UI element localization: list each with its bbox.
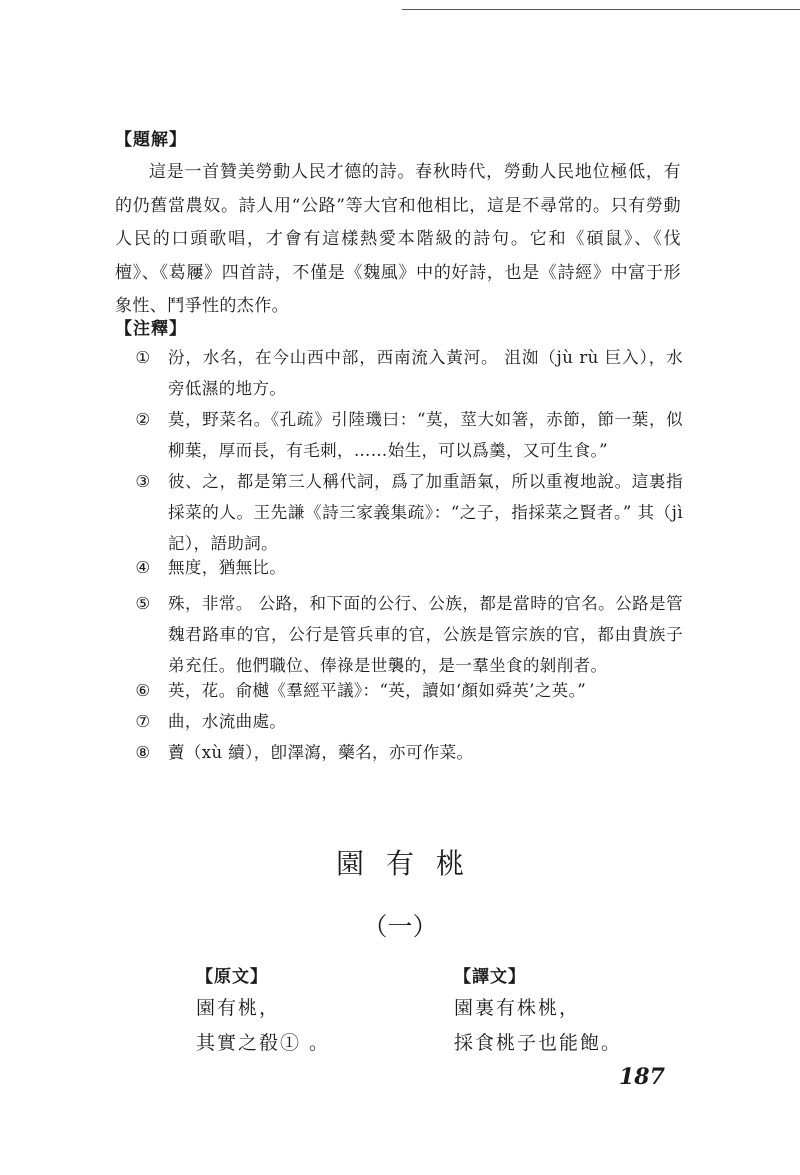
note-item (133, 552, 683, 583)
original-line: 其實之殽① 。 (196, 1032, 331, 1054)
note-text: 殊，非常。 公路，和下面的公行、公族，都是當時的官名。公路是管魏君路車的官，公行是管兵車的官，公族是管宗族的官，都由貴族子弟充任。他們職位、俸祿是世襲的，是一羣坐食的剝削者。 (168, 594, 683, 675)
original-line: 園有桃， (196, 997, 281, 1019)
translation-line: 採食桃子也能飽。 (454, 1032, 623, 1054)
note-item (133, 404, 683, 466)
section-number: （一） (362, 912, 438, 941)
poem-title: 園有桃 (335, 847, 486, 880)
note-number: ⑧ (135, 743, 151, 762)
note-text: 曲，水流曲處。 (168, 712, 287, 731)
notes-heading: 【注釋】 (115, 319, 187, 339)
note-number: ③ (135, 472, 151, 491)
translation-heading: 【譯文】 (454, 967, 526, 987)
intro-heading: 【題解】 (115, 130, 187, 150)
top-rule (402, 9, 800, 10)
note-number: ① (135, 348, 151, 367)
note-text: 莫，野菜名。《孔疏》引陸璣曰：“莫，莖大如箸，赤節，節一葉，似柳葉，厚而長，有毛刺，……始生，可以爲羹，又可生食。” (168, 410, 683, 460)
original-heading: 【原文】 (196, 967, 268, 987)
note-item (133, 706, 683, 737)
note-item (133, 737, 683, 768)
note-number: ⑥ (135, 681, 151, 700)
translation-line: 園裏有株桃， (454, 997, 581, 1019)
note-text: 彼、之，都是第三人稱代詞，爲了加重語氣，所以重複地說。這裏指採菜的人。王先謙《詩三家義集疏》：“之子，指採菜之賢者。” 其（jì 記），語助詞。 (168, 472, 683, 553)
note-number: ② (135, 410, 151, 429)
intro-paragraph: 這是一首贊美勞動人民才德的詩。春秋時代，勞動人民地位極低，有的仍舊當農奴。詩人用“公路”等大官和他相比，這是不尋常的。只有勞動人民的口頭歌唱，才會有這樣熱愛本階級的詩句。它和《碩鼠》、《伐檀》、《葛屨》四首詩，不僅是《魏風》中的好詩，也是《詩經》中富于形象性、鬥爭性的杰作。 (115, 162, 681, 316)
page-number: 187 (619, 1064, 665, 1090)
note-item (133, 588, 683, 681)
note-item (133, 342, 683, 404)
note-number: ④ (135, 558, 151, 577)
note-text: 汾，水名，在今山西中部，西南流入黃河。 沮洳（jù rù 巨入），水旁低濕的地方。 (168, 348, 683, 398)
note-item (133, 675, 683, 706)
note-text: 無度，猶無比。 (168, 558, 287, 577)
note-text: 英，花。俞樾《羣經平議》：“英，讀如‘顏如舜英’之英。” (168, 681, 587, 700)
note-number: ⑦ (135, 712, 151, 731)
note-item (133, 466, 683, 559)
note-text: 藚（xù 續），卽澤瀉，藥名，亦可作菜。 (168, 743, 474, 762)
note-number: ⑤ (135, 594, 151, 613)
